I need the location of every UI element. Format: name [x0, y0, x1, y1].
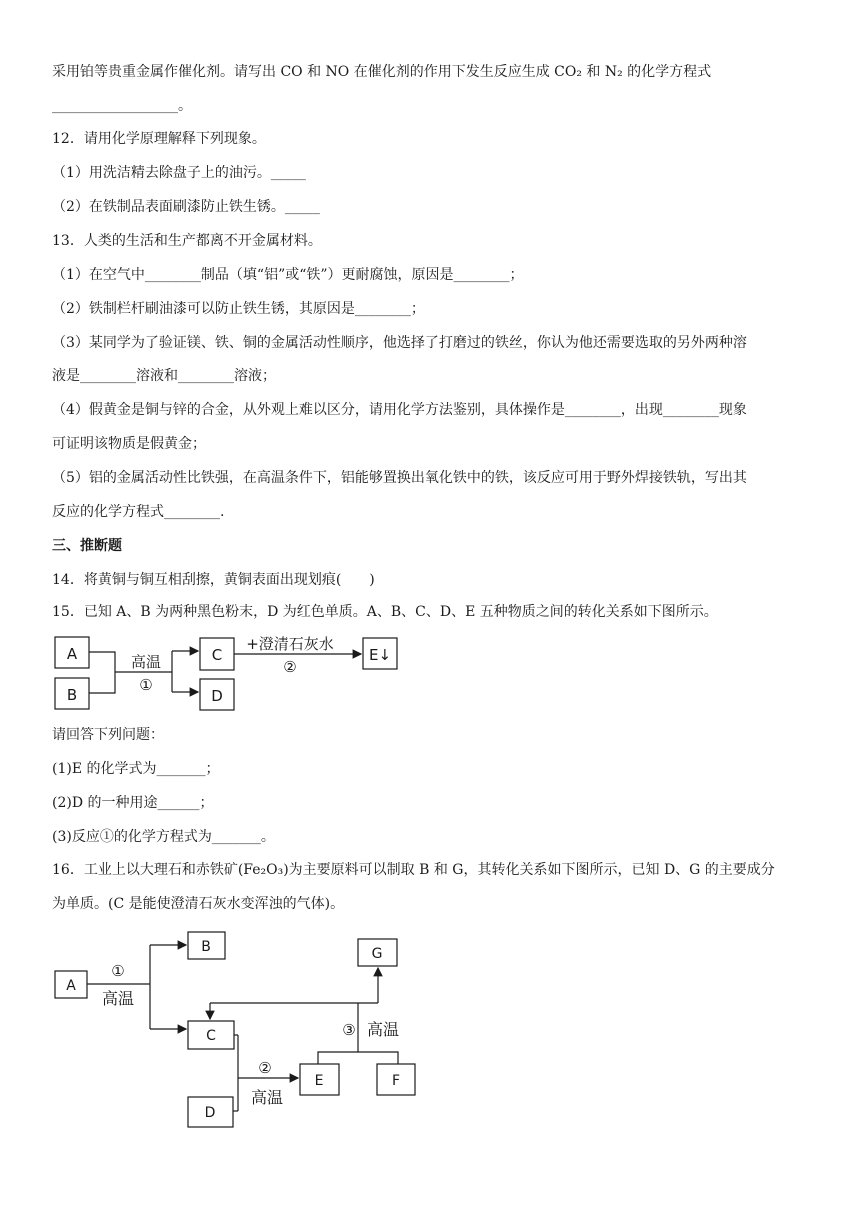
d1-cond2-num: ② — [283, 658, 297, 676]
q13-stem: 13．人类的生活和生产都离不开金属材料。 — [52, 233, 322, 249]
q15-prompt: 请回答下列问题： — [52, 727, 164, 743]
intro-line: 采用铂等贵重金属作催化剂。请写出 CO 和 NO 在催化剂的作用下发生反应生成 CO₂ 和 N₂ 的化学方程式 — [52, 64, 712, 80]
q15-part3: (3)反应①的化学方程式为_______。 — [52, 829, 275, 845]
d1-cond1-text: 高温 — [130, 653, 162, 671]
d2-label-a: A — [66, 978, 76, 994]
d1-label-c: C — [211, 646, 223, 664]
d2-r2-num: ② — [258, 1059, 272, 1077]
q13-part4-line1: （4）假黄金是铜与锌的合金，从外观上难以区分，请用化学方法鉴别，具体操作是________，出现________现象 — [52, 402, 747, 418]
q14-stem: 14．将黄铜与铜互相刮擦，黄铜表面出现划痕( ) — [52, 572, 375, 588]
q13-part1: （1）在空气中________制品（填“铝”或“铁”）更耐腐蚀，原因是________； — [52, 267, 524, 283]
d2-r1-cond: 高温 — [101, 989, 135, 1008]
q12-part2: （2）在铁制品表面刷漆防止铁生锈。_____ — [52, 199, 320, 215]
q12-part1: （1）用洗洁精去除盘子上的油污。_____ — [52, 165, 306, 181]
d1-merge-bracket — [89, 652, 115, 693]
d1-label-b: B — [66, 686, 78, 704]
q16-stem-line1: 16．工业上以大理石和赤铁矿(Fe₂O₃)为主要原料可以制取 B 和 G，其转化关系如下图所示，已知 D、G 的主要成分 — [52, 862, 775, 878]
intro-answer-blank: __________________。 — [52, 98, 192, 114]
d2-label-c: C — [206, 1028, 216, 1044]
d2-r3-cond: 高温 — [366, 1020, 400, 1039]
d2-r1-num: ① — [111, 962, 125, 980]
section-heading-inference: 三、推断题 — [52, 538, 122, 554]
d1-cond1-num: ① — [139, 676, 153, 694]
q15-stem: 15．已知 A、B 为两种黑色粉末，D 为红色单质。A、B、C、D、E 五种物质之间的转化关系如下图所示。 — [52, 604, 718, 620]
q12-stem: 12．请用化学原理解释下列现象。 — [52, 131, 266, 147]
q13-part5-line1: （5）铝的金属活动性比铁强，在高温条件下，铝能够置换出氧化铁中的铁，该反应可用于野外焊接铁轨，写出其 — [52, 470, 747, 486]
q13-part3-line2: 液是________溶液和________溶液； — [52, 368, 276, 384]
d2-label-f: F — [391, 1073, 401, 1089]
d2-label-g: G — [371, 946, 383, 962]
q13-part4-line2: 可证明该物质是假黄金； — [52, 436, 206, 452]
q13-part3-line1: （3）某同学为了验证镁、铁、铜的金属活动性顺序，他选择了打磨过的铁丝，你认为他还需要选取的另外两种溶 — [52, 335, 747, 351]
d2-r3-num: ③ — [342, 1021, 356, 1039]
d1-cond2-text: +澄清石灰水 — [246, 635, 334, 653]
d2-label-d: D — [204, 1105, 216, 1121]
d2-label-b: B — [201, 939, 211, 955]
q13-part2: （2）铁制栏杆刷油漆可以防止铁生锈，其原因是________； — [52, 301, 425, 317]
d2-merge3-bracket — [318, 1052, 398, 1064]
q13-part5-line2: 反应的化学方程式________. — [52, 504, 225, 520]
q15-part1: (1)E 的化学式为_______； — [52, 761, 220, 777]
d2-r2-cond: 高温 — [250, 1088, 284, 1107]
d1-label-d: D — [211, 687, 223, 705]
d1-label-e: E↓ — [368, 646, 392, 664]
d1-label-a: A — [66, 645, 78, 663]
q16-stem-line2: 为单质。(C 是能使澄清石灰水变浑浊的气体)。 — [52, 896, 345, 912]
d2-label-e: E — [314, 1073, 324, 1089]
q15-part2: (2)D 的一种用途______； — [52, 795, 214, 811]
